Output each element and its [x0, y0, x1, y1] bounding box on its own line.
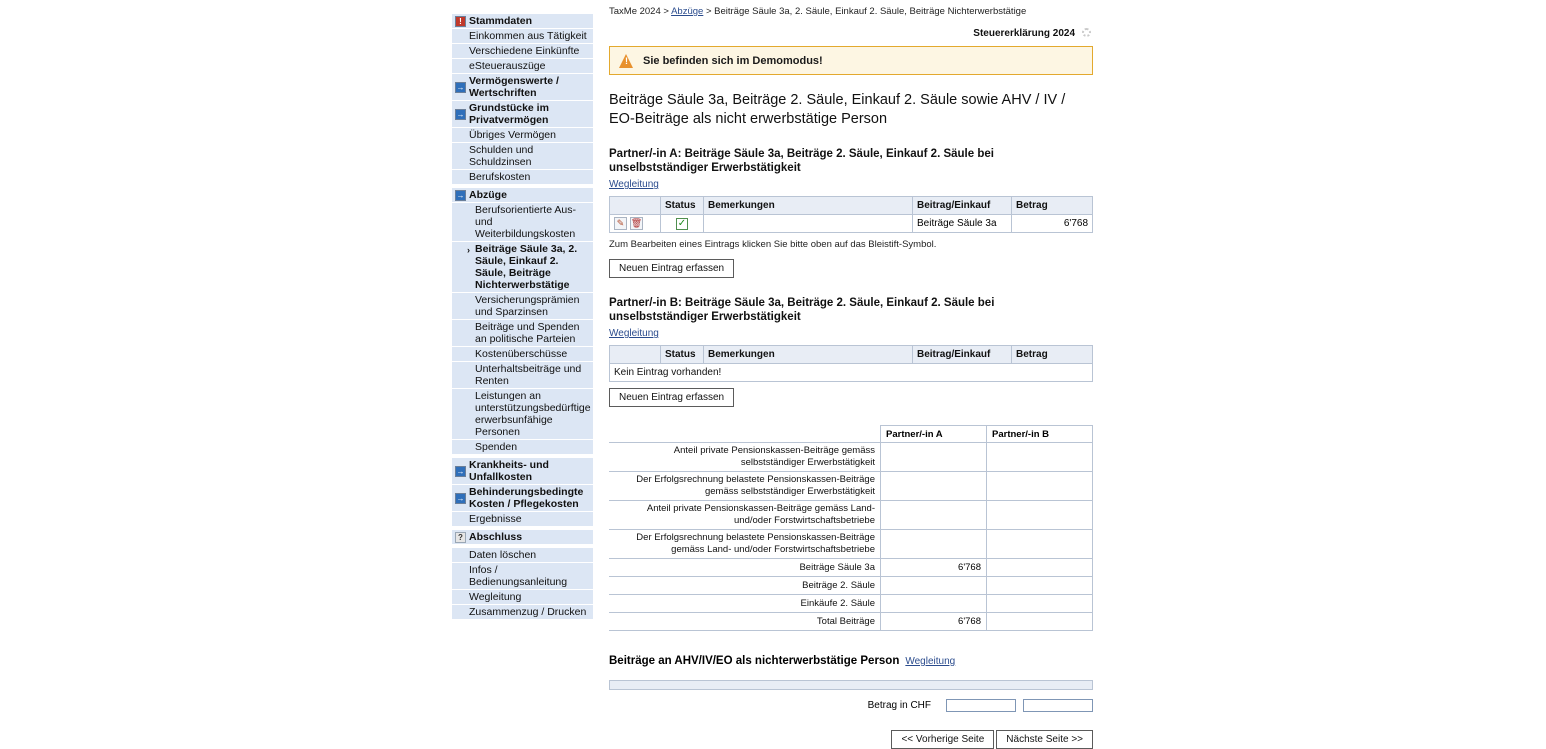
- summary-row-value-a: [881, 595, 987, 613]
- sidebar-item-label: Beiträge Säule 3a, 2. Säule, Einkauf 2. Säule, Beiträge Nichterwerbstätige: [475, 243, 578, 291]
- sidebar-item-19[interactable]: [452, 485, 593, 512]
- breadcrumb-level2[interactable]: Abzüge: [671, 6, 704, 17]
- column-betrag: Betrag: [1012, 346, 1093, 364]
- sidebar: [452, 14, 593, 620]
- summary-row-label: Anteil private Pensionskassen-Beiträge gemäss selbstständiger Erwerbstätigkeit: [609, 443, 881, 472]
- sidebar-item-label: Infos / Bedienungsanleitung: [469, 564, 568, 588]
- summary-column-partner-b: Partner/-in B: [987, 426, 1093, 443]
- column-beitrag-einkauf: Beitrag/Einkauf: [913, 197, 1012, 215]
- sidebar-item-label: Verschiedene Einkünfte: [469, 45, 580, 57]
- next-page-button[interactable]: Nächste Seite >>: [996, 730, 1093, 749]
- row-status: [661, 215, 704, 233]
- ahv-band: [609, 680, 1093, 690]
- sidebar-item-21[interactable]: [452, 530, 593, 545]
- sidebar-item-11[interactable]: [452, 242, 593, 293]
- summary-row-value-b: [987, 613, 1093, 631]
- main-content: [609, 6, 1093, 749]
- summary-row: [609, 443, 1093, 472]
- partner-b-wegleitung-link[interactable]: Wegleitung: [609, 328, 659, 339]
- sidebar-item-16[interactable]: [452, 389, 593, 440]
- sidebar-item-label: Versicherungsprämien und Sparzinsen: [475, 294, 580, 318]
- partner-b-title: Partner/-in B: Beiträge Säule 3a, Beiträge 2. Säule, Einkauf 2. Säule bei unselbstständiger Erwerbstätigkeit: [609, 297, 995, 323]
- column-bemerkungen: Bemerkungen: [704, 197, 913, 215]
- sidebar-item-label: Vermögenswerte / Wertschriften: [469, 75, 559, 99]
- sidebar-item-20[interactable]: [452, 512, 593, 527]
- row-actions: [610, 215, 661, 233]
- summary-header-row: [609, 426, 1093, 443]
- trash-icon[interactable]: 🗑: [630, 218, 643, 228]
- sidebar-item-label: Abzüge: [469, 189, 507, 201]
- sidebar-item-label: Krankheits- und Unfallkosten: [469, 459, 549, 483]
- summary-row-value-a: [881, 530, 987, 559]
- summary-row-value-a: [881, 577, 987, 595]
- sidebar-item-0[interactable]: [452, 14, 593, 29]
- summary-row: [609, 559, 1093, 577]
- sidebar-item-label: Unterhaltsbeiträge und Renten: [475, 363, 582, 387]
- summary-table: [609, 425, 1093, 631]
- breadcrumb: [609, 6, 1093, 17]
- warning-triangle-icon: [619, 54, 634, 68]
- sidebar-item-15[interactable]: [452, 362, 593, 389]
- sidebar-item-12[interactable]: [452, 293, 593, 320]
- sidebar-item-label: Wegleitung: [469, 591, 522, 603]
- summary-row-label: Der Erfolgsrechnung belastete Pensionskassen-Beiträge gemäss Land- und/oder Forstwirtschaftsbetriebe: [609, 530, 881, 559]
- column-actions: [610, 346, 661, 364]
- summary-row: [609, 530, 1093, 559]
- loading-spinner-icon: [1081, 27, 1093, 39]
- column-status: Status: [661, 346, 704, 364]
- sidebar-item-18[interactable]: [452, 458, 593, 485]
- status-ok-icon: ✓: [677, 217, 687, 229]
- ahv-amount-label: Betrag in CHF: [867, 700, 931, 711]
- summary-row-label: Der Erfolgsrechnung belastete Pensionskassen-Beiträge gemäss selbstständiger Erwerbstätigkeit: [609, 472, 881, 501]
- summary-row-label: Beiträge Säule 3a: [609, 559, 881, 577]
- pencil-icon[interactable]: ✎: [614, 217, 627, 230]
- partner-a-table: [609, 196, 1093, 233]
- sidebar-item-14[interactable]: [452, 347, 593, 362]
- sidebar-item-label: eSteuerauszüge: [469, 60, 546, 72]
- summary-row-value-b: [987, 530, 1093, 559]
- page-title: Beiträge Säule 3a, Beiträge 2. Säule, Einkauf 2. Säule sowie AHV / IV / EO-Beiträge als nicht erwerbstätige Person: [609, 92, 1066, 127]
- selected-arrow-icon: ›: [467, 245, 470, 255]
- sidebar-item-22[interactable]: [452, 548, 593, 563]
- column-actions: [610, 197, 661, 215]
- help-question-icon: ?: [455, 532, 466, 543]
- summary-row: [609, 595, 1093, 613]
- summary-row-value-b: [987, 577, 1093, 595]
- summary-column-blank: [609, 426, 881, 443]
- sidebar-item-label: Daten löschen: [469, 549, 537, 561]
- partner-b-table: [609, 345, 1093, 382]
- edit-hint: Zum Bearbeiten eines Eintrags klicken Sie bitte oben auf das Bleistift-Symbol.: [609, 239, 937, 250]
- column-beitrag-einkauf: Beitrag/Einkauf: [913, 346, 1012, 364]
- sidebar-item-label: Leistungen an unterstützungsbedürftige erwerbsunfähige Personen: [475, 390, 591, 438]
- summary-row: [609, 501, 1093, 530]
- sidebar-item-1[interactable]: [452, 29, 593, 44]
- blue-arrow-icon: →: [456, 82, 465, 92]
- footer-navigation: [609, 730, 1093, 749]
- summary-row-value-b: [987, 559, 1093, 577]
- sidebar-item-label: Übriges Vermögen: [469, 129, 556, 141]
- partner-a-wegleitung-link[interactable]: Wegleitung: [609, 179, 659, 190]
- breadcrumb-root[interactable]: TaxMe 2024: [609, 6, 661, 17]
- blue-arrow-icon: →: [456, 190, 465, 200]
- sidebar-item-3[interactable]: [452, 59, 593, 74]
- ahv-amount-input-b[interactable]: [1023, 699, 1093, 712]
- ahv-amount-input-a[interactable]: [946, 699, 1016, 712]
- table-header-row: [610, 346, 1093, 364]
- table-header-row: [610, 197, 1093, 215]
- sidebar-item-label: Berufsorientierte Aus- und Weiterbildungskosten: [475, 204, 576, 240]
- summary-row-value-a: 6'768: [881, 559, 987, 577]
- summary-row: [609, 613, 1093, 631]
- blue-arrow-icon: →: [456, 466, 465, 476]
- demo-mode-text: Sie befinden sich im Demomodus!: [643, 54, 823, 67]
- summary-row-value-a: [881, 472, 987, 501]
- sidebar-item-5[interactable]: [452, 101, 593, 128]
- partner-b-new-entry-button[interactable]: Neuen Eintrag erfassen: [609, 388, 734, 407]
- ahv-title-text: Beiträge an AHV/IV/EO als nichterwerbstätige Person: [609, 655, 900, 667]
- sidebar-item-label: Stammdaten: [469, 15, 533, 27]
- table-row: [610, 215, 1093, 233]
- sidebar-item-24[interactable]: [452, 590, 593, 605]
- form-header: [609, 27, 1093, 39]
- sidebar-item-label: Abschluss: [469, 531, 523, 543]
- summary-row-value-a: [881, 443, 987, 472]
- sidebar-item-label: Zusammenzug / Drucken: [469, 606, 587, 618]
- sidebar-item-label: Schulden und Schuldzinsen: [469, 144, 534, 168]
- sidebar-item-6[interactable]: [452, 128, 593, 143]
- sidebar-item-4[interactable]: [452, 74, 593, 101]
- summary-row-label: Anteil private Pensionskassen-Beiträge gemäss Land- und/oder Forstwirtschaftsbetriebe: [609, 501, 881, 530]
- row-beitrag: Beiträge Säule 3a: [913, 215, 1012, 233]
- blue-arrow-icon: →: [456, 493, 465, 503]
- summary-row-label: Einkäufe 2. Säule: [609, 595, 881, 613]
- summary-row-value-b: [987, 501, 1093, 530]
- sidebar-item-8[interactable]: [452, 170, 593, 185]
- sidebar-item-label: Behinderungsbedingte Kosten / Pflegekosten: [469, 486, 584, 510]
- sidebar-item-23[interactable]: [452, 563, 593, 590]
- previous-page-button[interactable]: << Vorherige Seite: [891, 730, 994, 749]
- summary-row-label: Beiträge 2. Säule: [609, 577, 881, 595]
- sidebar-item-13[interactable]: [452, 320, 593, 347]
- summary-row-label: Total Beiträge: [609, 613, 881, 631]
- summary-row-value-a: 6'768: [881, 613, 987, 631]
- summary-row-value-b: [987, 595, 1093, 613]
- sidebar-item-label: Kostenüberschüsse: [475, 348, 568, 360]
- row-betrag: 6'768: [1012, 215, 1093, 233]
- column-bemerkungen: Bemerkungen: [704, 346, 913, 364]
- ahv-wegleitung-link[interactable]: Wegleitung: [905, 656, 956, 667]
- partner-a-new-entry-button[interactable]: Neuen Eintrag erfassen: [609, 259, 734, 278]
- empty-text: Kein Eintrag vorhanden!: [610, 364, 1093, 382]
- sidebar-item-label: Berufskosten: [469, 171, 531, 183]
- summary-column-partner-a: Partner/-in A: [881, 426, 987, 443]
- sidebar-item-label: Einkommen aus Tätigkeit: [469, 30, 587, 42]
- breadcrumb-current: Beiträge Säule 3a, 2. Säule, Einkauf 2. Säule, Beiträge Nichterwerbstätige: [714, 6, 1027, 17]
- column-betrag: Betrag: [1012, 197, 1093, 215]
- sidebar-item-10[interactable]: [452, 203, 593, 242]
- summary-row: [609, 472, 1093, 501]
- summary-row: [609, 577, 1093, 595]
- sidebar-item-7[interactable]: [452, 143, 593, 170]
- red-alert-icon: !: [455, 16, 466, 27]
- sidebar-item-17[interactable]: [452, 440, 593, 455]
- ahv-amount-row: [609, 699, 1093, 712]
- sidebar-item-label: Ergebnisse: [469, 513, 522, 525]
- ahv-section-title: [609, 655, 1093, 673]
- breadcrumb-sep-2: >: [703, 6, 715, 17]
- column-status: Status: [661, 197, 704, 215]
- sidebar-item-label: Grundstücke im Privatvermögen: [469, 102, 549, 126]
- sidebar-item-label: Spenden: [475, 441, 518, 453]
- summary-row-value-b: [987, 472, 1093, 501]
- summary-row-value-b: [987, 443, 1093, 472]
- summary-row-value-a: [881, 501, 987, 530]
- breadcrumb-sep-1: >: [660, 6, 672, 17]
- sidebar-item-2[interactable]: [452, 44, 593, 59]
- sidebar-item-label: Beiträge und Spenden an politische Parteien: [475, 321, 580, 345]
- blue-arrow-icon: →: [456, 109, 465, 119]
- demo-mode-banner: [609, 46, 1093, 75]
- sidebar-item-9[interactable]: [452, 188, 593, 203]
- table-row-empty: [610, 364, 1093, 382]
- row-bemerkungen: [704, 215, 913, 233]
- partner-a-title: Partner/-in A: Beiträge Säule 3a, Beiträge 2. Säule, Einkauf 2. Säule bei unselbstständiger Erwerbstätigkeit: [609, 148, 994, 174]
- form-title: Steuererklärung 2024: [973, 27, 1075, 39]
- sidebar-item-25[interactable]: [452, 605, 593, 620]
